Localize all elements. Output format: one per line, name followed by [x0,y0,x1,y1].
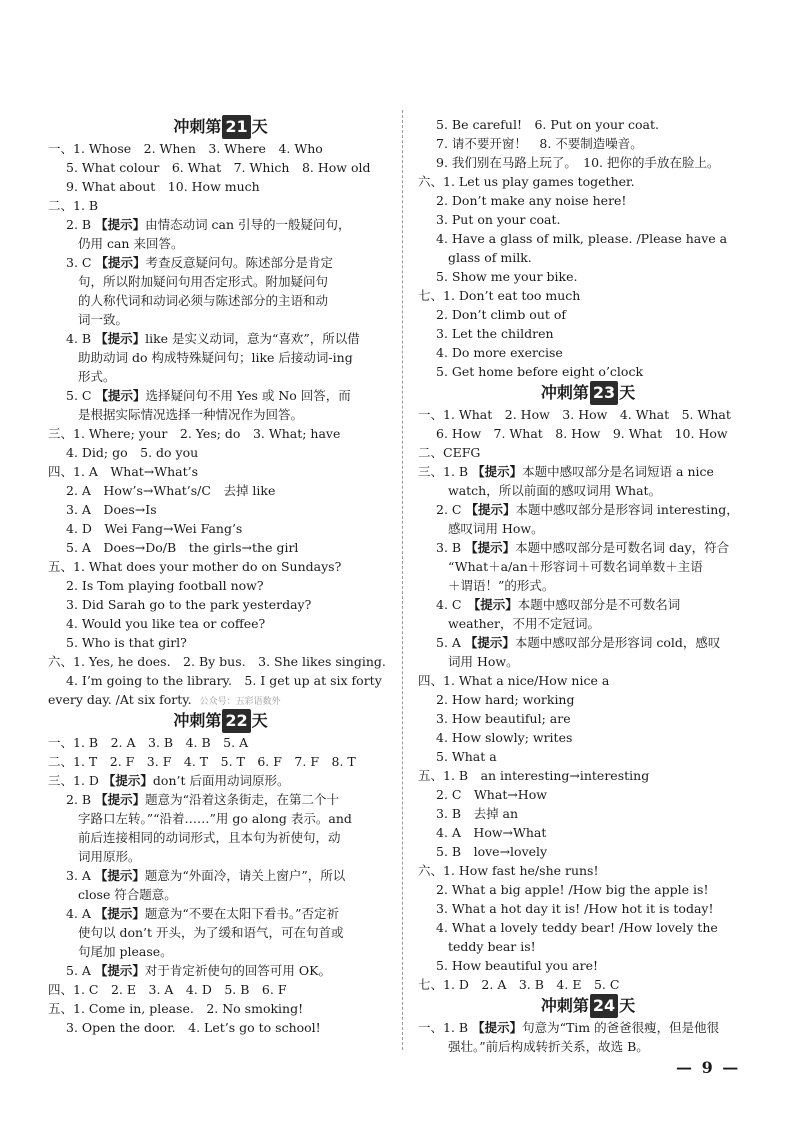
answer-line [48,196,393,215]
answer-line [418,557,758,576]
answer-line [48,690,393,709]
answer-text: 5. How beautiful you are! [436,958,599,973]
answer-line [418,153,758,172]
answer-line [48,519,393,538]
answer-text: 3. Did Sarah go to the park yesterday? [66,597,312,612]
answer-text: 2. How hard; working [436,692,575,707]
answer-text: “What＋a/an＋形容词＋可数名词单数＋主语 [448,559,703,574]
day-title-suffix: 天 [251,117,268,136]
answer-text: 五、1. What does your mother do on Sundays? [48,559,342,574]
answer-line [48,999,393,1018]
answer-line [48,614,393,633]
answer-line [418,1037,758,1056]
answer-text: 6. How 7. What 8. How 9. What 10. How [436,426,728,441]
watermark-text: 公众号：五彩语数外 [199,697,281,707]
answer-text: 四、1. C 2. E 3. A 4. D 5. B 6. F [48,982,287,997]
answer-text: 5. A 【提示】对于肯定祈使句的回答可用 OK。 [66,963,331,978]
answer-text: 5. A Does→Do/B the girls→the girl [66,540,299,555]
answer-line [48,557,393,576]
answer-line [418,362,758,381]
answer-line [418,614,758,633]
answer-line [418,633,758,652]
answer-text: 助助动词 do 构成特殊疑问句；like 后接动词-ing [78,350,353,365]
answer-text: 5. Show me your bike. [436,269,578,284]
answer-line [48,847,393,866]
answer-text: weather，不用不定冠词。 [448,616,600,631]
answer-text: 5. B love→lovely [436,844,548,859]
answer-line [48,272,393,291]
day-title-prefix: 冲刺第 [173,117,222,136]
answer-text: 2. Don’t climb out of [436,307,567,322]
answer-text: 句尾加 please。 [78,944,173,959]
answer-line [48,961,393,980]
day-title-suffix: 天 [619,996,636,1015]
answer-line [418,538,758,557]
answer-line [418,975,758,994]
answer-text: 9. What about 10. How much [66,179,260,194]
answer-text: 二、1. B [48,198,99,213]
answer-text: 六、1. How fast he/she runs! [418,863,599,878]
answer-text: 4. Would you like tea or coffee? [66,616,266,631]
day-title [418,994,758,1018]
answer-text: 3. C 【提示】考查反意疑问句。陈述部分是肯定 [66,255,333,270]
answer-line [48,866,393,885]
answer-line [418,747,758,766]
answer-text: 4. Do more exercise [436,345,563,360]
answer-line [48,234,393,253]
answer-line [418,115,758,134]
answer-line [418,956,758,975]
day-number-badge: 22 [222,709,250,733]
answer-line [48,885,393,904]
day-title-suffix: 天 [251,711,268,730]
answer-text: 5. Be careful! 6. Put on your coat. [436,117,659,132]
answer-text: 3. B 【提示】本题中感叹部分是可数名词 day，符合 [436,540,730,555]
answer-text: 一、1. B 【提示】句意为“Tim 的爸爸很瘦，但是他很 [418,1020,720,1035]
answer-text: 4. What a lovely teddy bear! /How lovely the [436,920,718,935]
answer-text: 4. I’m going to the library. 5. I get up at six forty [66,673,382,688]
answer-line [48,215,393,234]
day-number-badge: 21 [222,115,250,139]
answer-line [48,771,393,790]
answer-text: 2. Don’t make any noise here! [436,193,627,208]
day-title-prefix: 冲刺第 [540,996,589,1015]
answer-text: 4. A How→What [436,825,547,840]
answer-text: 4. Did; go 5. do you [66,445,199,460]
answer-text: 前后连接相同的动词形式，且本句为祈使句，动 [78,830,341,845]
answer-text: 五、1. B an interesting→interesting [418,768,650,783]
answer-text: 4. C 【提示】本题中感叹部分是不可数名词 [436,597,681,612]
answer-line [48,462,393,481]
answer-text: 三、1. Where; your 2. Yes; do 3. What; have [48,426,341,441]
answer-text: 二、CEFG [418,445,481,460]
answer-text: 3. Let the children [436,326,554,341]
answer-text: 4. D Wei Fang→Wei Fang’s [66,521,243,536]
answer-line [418,652,758,671]
answer-text: watch，所以前面的感叹词用 What。 [448,483,662,498]
answer-line [418,248,758,267]
answer-line [418,286,758,305]
answer-text: 四、1. What a nice/How nice a [418,673,610,688]
answer-text: 六、1. Let us play games together. [418,174,635,189]
answer-line [418,172,758,191]
answer-text: 三、1. B 【提示】本题中感叹部分是名词短语 a nice [418,464,714,479]
answer-line [418,842,758,861]
answer-line [48,253,393,272]
answer-line [418,576,758,595]
answer-line [48,291,393,310]
answer-line [48,652,393,671]
answer-line [418,918,758,937]
answer-text: 词用 How。 [448,654,519,669]
answer-text: glass of milk. [448,250,532,265]
answer-text: 5. C 【提示】选择疑问句不用 Yes 或 No 回答，而 [66,388,351,403]
answer-line [418,690,758,709]
answer-text: 3. A Does→Is [66,502,157,517]
answer-text: 4. Have a glass of milk, please. /Please have a [436,231,728,246]
answer-text: 2. A How’s→What’s/C 去掉 like [66,483,276,498]
answer-line [418,861,758,880]
answer-text: 4. B 【提示】like 是实义动词，意为“喜欢”，所以借 [66,331,360,346]
answer-line [418,229,758,248]
answer-line [418,709,758,728]
answer-line [48,177,393,196]
left-column [48,115,393,1037]
answer-line [48,424,393,443]
answer-text: 词一致。 [78,312,129,327]
answer-line [48,500,393,519]
right-column [418,115,758,1056]
answer-text: 仍用 can 来回答。 [78,236,184,251]
answer-text: 七、1. D 2. A 3. B 4. E 5. C [418,977,620,992]
day-title [48,709,393,733]
answer-line [48,139,393,158]
answer-line [48,790,393,809]
day-title [48,115,393,139]
answer-text: 7. 请不要开窗！ 8. 不要制造噪音。 [436,136,643,151]
answer-line [48,923,393,942]
page-number: — 9 — [676,1058,741,1077]
answer-line [418,134,758,153]
answer-line [418,671,758,690]
answer-line [418,324,758,343]
answer-line [48,809,393,828]
answer-text: ＋谓语！”的形式。 [448,578,555,593]
answer-line [48,671,393,690]
answer-line [48,405,393,424]
answer-line [418,785,758,804]
answer-line [48,942,393,961]
answer-text: every day. /At six forty. [48,692,192,707]
answer-text: 四、1. A What→What’s [48,464,199,479]
answer-text: 一、1. Whose 2. When 3. Where 4. Who [48,141,323,156]
answer-text: 一、1. What 2. How 3. How 4. What 5. What [418,407,731,422]
answer-text: teddy bear is! [448,939,536,954]
answer-line [48,733,393,752]
answer-line [418,481,758,500]
answer-text: 2. What a big apple! /How big the apple is! [436,882,709,897]
answer-text: 2. C What→How [436,787,547,802]
answer-line [48,386,393,405]
answer-line [418,519,758,538]
answer-text: 使句以 don’t 开头，为了缓和语气，可在句首或 [78,925,344,940]
answer-line [418,1018,758,1037]
answer-text: 句，所以附加疑问句用否定形式。附加疑问句 [78,274,329,289]
answer-text: 形式。 [78,369,116,384]
answer-line [418,210,758,229]
answer-line [418,728,758,747]
answer-text: 七、1. Don’t eat too much [418,288,581,303]
answer-text: 词用原形。 [78,849,141,864]
answer-text: 二、1. T 2. F 3. F 4. T 5. T 6. F 7. F 8. T [48,754,356,769]
answer-text: 2. B 【提示】由情态动词 can 引导的一般疑问句， [66,217,351,232]
answer-text: 2. Is Tom playing football now? [66,578,264,593]
answer-line [418,462,758,481]
day-number-badge: 24 [590,994,618,1018]
answer-line [418,766,758,785]
day-title-prefix: 冲刺第 [540,383,589,402]
answer-line [48,158,393,177]
answer-text: 三、1. D 【提示】don’t 后面用动词原形。 [48,773,290,788]
answer-text: 3. A 【提示】题意为“外面冷，请关上窗户”，所以 [66,868,346,883]
answer-line [418,823,758,842]
answer-line [48,980,393,999]
answer-line [418,443,758,462]
answer-text: 5. What colour 6. What 7. Which 8. How old [66,160,371,175]
answer-line [418,424,758,443]
day-title-suffix: 天 [619,383,636,402]
answer-line [418,500,758,519]
answer-text: 一、1. B 2. A 3. B 4. B 5. A [48,735,249,750]
day-title-prefix: 冲刺第 [173,711,222,730]
day-title [418,381,758,405]
answer-line [48,752,393,771]
answer-line [418,880,758,899]
answer-text: 4. A 【提示】题意为“不要在太阳下看书。”否定祈 [66,906,339,921]
answer-line [48,576,393,595]
answer-text: 3. B 去掉 an [436,806,519,821]
answer-line [48,329,393,348]
answer-line [48,904,393,923]
answer-line [418,937,758,956]
answer-text: 2. B 【提示】题意为“沿着这条街走，在第二个十 [66,792,339,807]
answer-line [418,595,758,614]
answer-line [418,343,758,362]
answer-line [48,828,393,847]
answer-text: 5. Who is that girl? [66,635,187,650]
answer-line [48,1018,393,1037]
answer-line [48,633,393,652]
answer-text: 强壮。”前后构成转折关系，故选 B。 [448,1039,649,1054]
answer-text: 感叹词用 How。 [448,521,544,536]
answer-line [48,595,393,614]
answer-line [48,367,393,386]
answer-text: 5. What a [436,749,497,764]
answer-line [418,267,758,286]
answer-line [48,481,393,500]
answer-line [418,405,758,424]
day-number-badge: 23 [590,381,618,405]
answer-line [418,305,758,324]
answer-line [418,804,758,823]
answer-text: 是根据实际情况选择一种情况作为回答。 [78,407,304,422]
answer-text: 3. What a hot day it is! /How hot it is today! [436,901,714,916]
answer-text: 3. How beautiful; are [436,711,571,726]
answer-line [418,191,758,210]
answer-text: 字路口左转。”“沿着……”用 go along 表示。and [78,811,352,826]
answer-text: 3. Put on your coat. [436,212,561,227]
answer-line [418,899,758,918]
answer-text: 9. 我们别在马路上玩了。 10. 把你的手放在脸上。 [436,155,720,170]
column-divider [402,110,404,1050]
answer-line [48,348,393,367]
answer-line [48,443,393,462]
answer-text: 5. Get home before eight o’clock [436,364,644,379]
answer-text: 的人称代词和动词必须与陈述部分的主语和动 [78,293,329,308]
answer-text: 六、1. Yes, he does. 2. By bus. 3. She likes singing. [48,654,386,669]
answer-text: 2. C 【提示】本题中感叹部分是形容词 interesting， [436,502,739,517]
answer-text: 五、1. Come in, please. 2. No smoking! [48,1001,304,1016]
answer-line [48,310,393,329]
answer-line [48,538,393,557]
answer-text: 5. A 【提示】本题中感叹部分是形容词 cold，感叹 [436,635,721,650]
answer-text: 4. How slowly; writes [436,730,573,745]
answer-text: close 符合题意。 [78,887,177,902]
answer-text: 3. Open the door. 4. Let’s go to school! [66,1020,321,1035]
